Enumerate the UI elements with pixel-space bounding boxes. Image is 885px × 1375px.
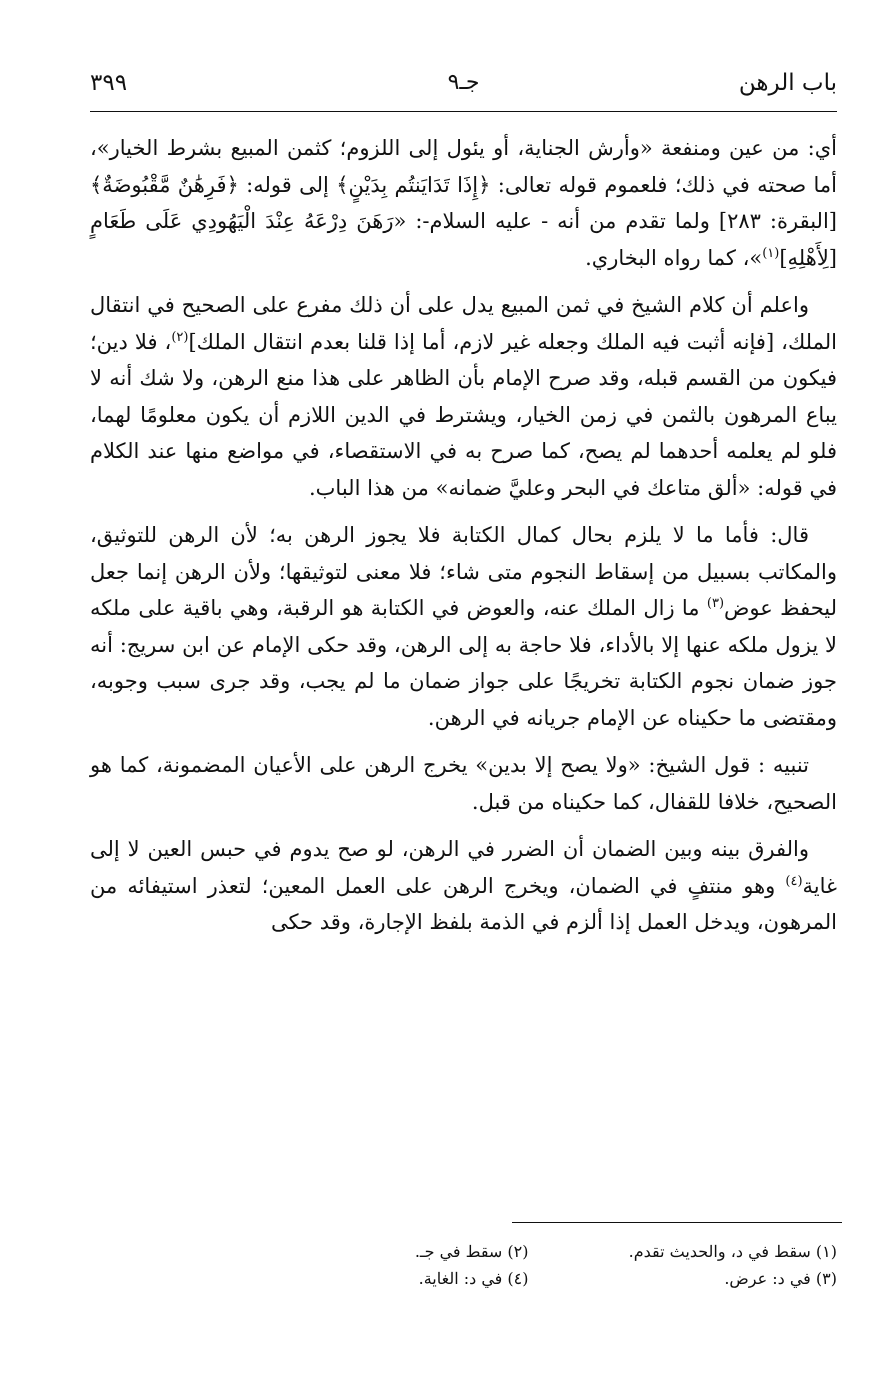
footnote-2: (٢) سقط في جـ. [414,1242,529,1261]
footnote-ref-1: (١) [762,245,780,261]
paragraph-5: والفرق بينه وبين الضمان أن الضرر في الرهن، لو صح يدوم في حبس العين لا إلى غاية$^{(٤)}$ وهو منتفٍ في الضمان، ويخرج الرهن على العمل المعين؛ لتعذر استيفائه من المرهون، ويدخل العمل إذا ألزم في الذمة بلفظ الإجارة، وقد حكى [90,837,837,934]
footnote-rule [512,1222,842,1223]
footnote-4: (٤) في د: الغاية. [418,1269,529,1288]
paragraph-4: تنبيه : قول الشيخ: «ولا يصح إلا بدين» يخرج الرهن على الأعيان المضمونة، كما هو الصحيح، خلافا للقفال، كما حكيناه من قبل. [90,753,837,814]
footnote-3: (٣) في د: عرض. [724,1269,837,1288]
footnotes [250,1238,837,1292]
main-text [90,130,837,952]
paragraph-3: قال: فأما ما لا يلزم بحال كمال الكتابة فلا يجوز الرهن به؛ لأن الرهن للتوثيق، والمكاتب بسبيل من إسقاط النجوم متى شاء؛ فلا معنى لتوثيقها؛ ولأن الرهن إنما جعل ليحفظ عوض$^{(٣)}$ ما زال الملك عنه، والعوض في الكتابة هو الرقبة، وهي باقية على ملكه لا يزول ملكه عنها إلا بالأداء، فلا حاجة به إلى الرهن، وقد حكى الإمام عن ابن سريج: أنه جوز ضمان نجوم الكتابة تخريجًا على جواز ضمان ما لم يجب، وقد جرى سبب وجوبه، ومقتضى ما حكيناه عن الإمام جريانه في الرهن. [90,523,837,730]
paragraph-2: واعلم أن كلام الشيخ في ثمن المبيع يدل على أن ذلك مفرع على الصحيح في انتقال الملك، [فإنه أثبت فيه الملك وجعله غير لازم، أما إذا قلنا بعدم انتقال الملك]$^{(٢)}$، فلا دين؛ فيكون من القسم قبله، وقد صرح الإمام بأن الظاهر على هذا منع الرهن، ولا شك أنه لا يباع المرهون بالثمن في زمن الخيار، ويشترط في الدين اللازم أن يكون معلومًا لهما، فلو لم يعلمه أحدهما لم يصح، كما صرح به في الاستقصاء، في مواضع منها عند الكلام في قوله: «ألق متاعك في البحر وعليَّ ضمانه» من هذا الباب. [90,293,837,500]
footnote-ref-2: (٢) [171,329,189,345]
footnote-1: (١) سقط في د، والحديث تقدم. [628,1242,837,1261]
header-rule [90,111,837,112]
page-number: ٣٩٩ [90,70,128,96]
page-header [90,66,837,106]
chapter-title: باب الرهن [738,70,837,96]
volume-label: جـ٩ [447,70,480,95]
footnote-ref-4: (٤) [785,873,803,889]
paragraph-1: أي: من عين ومنفعة «وأرش الجناية، أو يئول إلى اللزوم؛ كثمن المبيع بشرط الخيار»، أما صحته في ذلك؛ فلعموم قوله تعالى: ﴿إِذَا تَدَايَنتُم بِدَيْنٍ﴾ إلى قوله: ﴿فَرِهَٰنٌ مَّقْبُوضَةٌ﴾ [البقرة: ٢٨٣] ولما تقدم من أنه - عليه السلام-: «رَهَنَ دِرْعَهُ عِنْدَ الْيَهُودِي عَلَى طَعَامٍ [لِأَهْلِهِ]$^{(١)}$»، كما رواه البخاري. [90,136,837,270]
footnote-ref-3: (٣) [706,596,725,611]
